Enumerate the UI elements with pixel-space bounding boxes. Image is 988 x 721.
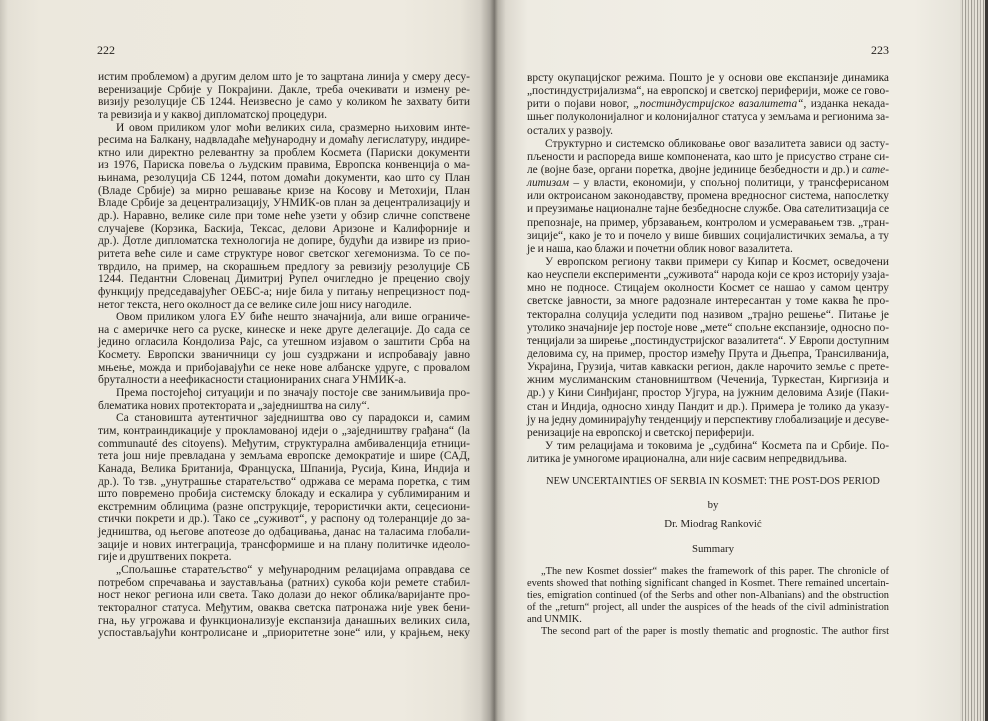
text-line: (Владе Србије) за мирно решавање кризе на Косову и Метохији, План <box>98 184 470 197</box>
text-line: осталих у развоју. <box>527 124 613 137</box>
text-run: рити о појави новог, <box>527 98 634 111</box>
text-line: потребом спречавања и заустављања (ратних) сукоба који ремете стабил- <box>98 576 470 589</box>
text-line: екстремним облицима (разне опструкције, терористички акти, сецесиони- <box>98 500 470 513</box>
text-line: мно не подносе. Стицајем околности Космет се нашао у самом центру <box>527 282 889 295</box>
italic-phrase: „постиндустријског вазалитета“ <box>633 98 804 111</box>
summary-by: by <box>707 499 719 511</box>
text-line: Овом приликом улога ЕУ биће нешто значајнија, али више ограниче- <box>116 311 470 324</box>
text-line: Канада, Велика Британија, Француска, Шпанија, Русија, Кина, Индија и <box>98 462 470 475</box>
text-line: је и наша, као блажи и почетни облик новог вазалитета. <box>527 242 793 255</box>
text-line: ју на једну доминирајућу тенденцију и перспективу глобализације и десуве- <box>527 413 889 426</box>
paragraph <box>527 256 889 440</box>
paragraph <box>98 564 470 640</box>
text-line: деловима су, на пример, простор између Прута и Дњепра, Трансилванија, <box>527 347 889 360</box>
text-line: зације и нових интеграција, трансформише и на плану политичке идеоло- <box>98 538 470 551</box>
text-line: „постиндустријализма“, на европској и светској периферији, може се гово- <box>527 85 889 98</box>
summary-heading: Summary <box>692 543 734 555</box>
text-line: успостављајући контролисане и „приоритетне зоне“ или, у крајњем, неку <box>98 627 470 640</box>
paragraph <box>98 412 470 564</box>
text-line: др.). Дотле дипломатска технологија не допире, будући да извире из прио- <box>98 235 470 248</box>
text-line: врсту окупацијског режима. Пошто је у основи ове експанзије динамика <box>527 72 889 84</box>
text-line <box>527 164 889 177</box>
text-line: нетог текста, него околност да се велике силе још нису нагодиле. <box>98 298 412 311</box>
paragraph <box>527 440 889 466</box>
text-run: ле (војне базе, органи поретка, двојне јединице безбедности и др.) и <box>527 163 862 176</box>
text-line <box>527 98 889 111</box>
text-line: др.). Наравно, велике силе при томе неће узети у обзир сличне сопствене <box>98 210 470 223</box>
page-number-right: 223 <box>871 43 889 57</box>
left-page-body-text <box>98 71 470 640</box>
text-line: зиције“, како је то и почело у више бивших социјалистичких земаља, а ту <box>527 229 889 242</box>
italic-phrase: литизам <box>527 177 569 190</box>
text-line: светске јавности, за многе радознале интересантан у томе каква ће про- <box>527 295 889 308</box>
text-line: визију резолуције СБ 1244. Неизвесно је само у коликом ће захвату бити <box>98 96 470 109</box>
text-line: на с америчке него са руске, кинеске и неке друге делегације. До сада се <box>98 323 470 336</box>
text-run: – у власти, економији, у спољној политици, у трансферисаном <box>569 177 889 190</box>
text-line: тенцијали за ширење „постиндустријског вазалитета“. У Европи доступним <box>527 334 889 347</box>
text-line: мњење, можда и прибојавајући се неке нове албанске удруге, с провалом <box>98 361 470 374</box>
text-line: „The new Kosmet dossier“ makes the framework of this paper. The chronicle of <box>541 566 889 577</box>
text-line: утолико значајније јер постоје нове „мете“ спољне експанзије, односно по- <box>527 321 889 334</box>
text-line: of the „return“ project, all under the auspices of the heads of the civil administration <box>527 602 889 613</box>
text-line: „Спољашње старатељство“ у међународним релацијама оправдава се <box>116 563 470 576</box>
text-line: блематика нових протектората и „заједништва на силу“. <box>98 399 370 412</box>
text-line: функцију председавајућег ОЕБС-а; није била у питању непрецизност под- <box>98 285 470 298</box>
text-line: литика је умногоме ирационална, али није сасвим непредвидљива. <box>527 453 848 466</box>
text-line: једино огласила Кондолиза Рајс, са утешном изјавом о заштити Срба на <box>98 336 470 349</box>
text-line: и преузимање националне тајне безбедносне службе. Ова сателитизација се <box>527 203 889 216</box>
text-line: њинама, резолуција СБ 1244, потом домаћи документи, као што су План <box>98 172 470 185</box>
text-line: events showed that nothing significant changed in Kosmet. There remained uncertain- <box>527 578 889 589</box>
text-line: тврдило, на пример, на скорашњем предлогу за ревизију резолуције СБ <box>98 260 470 273</box>
author-name: Dr. Miodrag Ranković <box>664 518 762 530</box>
text-line: текторалног статуса. Међутим, оваква светска патронажа није увек бени- <box>98 601 470 614</box>
text-line <box>527 177 889 190</box>
paragraph <box>98 387 470 412</box>
summary-body-text <box>527 566 889 638</box>
text-line: Према постојећој ситуацији и по значају постоје све занимљивија про- <box>116 387 470 400</box>
text-line: ност неког региона или света. Тако долази до неког облика/варијанте про- <box>98 589 470 602</box>
paragraph <box>527 566 889 626</box>
text-line: 1244. Педантни Словенац Димитриј Рупел очигледно је преценио своју <box>98 273 470 286</box>
text-line: The second part of the paper is mostly thematic and prognostic. The author first <box>541 626 889 637</box>
text-line: из 1976, Париска повеља о људским правима, Европска конвенција о ма- <box>98 159 470 172</box>
text-line: У европском региону такви примери су Кипар и Космет, осведочени <box>545 255 889 268</box>
text-line: или октроисаном законодавству, промена вредносног система, напослетку <box>527 190 889 203</box>
page-number-left: 222 <box>97 43 115 57</box>
paragraph <box>527 626 889 638</box>
right-page-body-text <box>527 72 889 466</box>
text-line: што повремено пробија системску блокаду и ескалира у сублимираним и <box>98 488 470 501</box>
text-line: communauté des citoyens). Међутим, структурална амбиваленција етници- <box>98 437 470 450</box>
paragraph <box>527 138 889 256</box>
text-line: као неуспели експерименти „суживота“ народа који се кроз историју узаја- <box>527 269 889 282</box>
text-line: ресима на Балкану, надвладаће међународну и домаћу легислатуру, индире- <box>98 134 470 147</box>
text-line: гије и друштвених покрета. <box>98 551 232 564</box>
text-line: препознаје, на пример, убрзавањем, контролом и усмеравањем тзв. „тран- <box>527 216 889 229</box>
text-line: др.) у Кини Синђијанг, простор Ујгура, на јужним деловима Азије (Паки- <box>527 387 889 400</box>
text-line: ренизације на европској и светској периферији. <box>527 426 755 439</box>
text-line: У тим релацијама и токовима је „судбина“ Космета па и Србије. По- <box>545 439 889 452</box>
text-run: , изданка некада- <box>803 98 889 111</box>
text-line: једништва, од његове апотеозе до одбацивања, данас на таласима глобали- <box>98 526 470 539</box>
text-line: стан и Индија, односно хинду Пандит и др.). Примера је толико да указу- <box>527 400 889 413</box>
text-line: И овом приликом улог моћи великих сила, сразмерно њиховим инте- <box>116 121 470 134</box>
text-line: случајеве (Корзика, Баскија, Тексас, делови Аризоне и Калифорније и <box>98 222 470 235</box>
text-line: Украјина, Грузија, читав кавкаски регион, дакле нарочито земље с прете- <box>527 361 889 374</box>
text-line: Са становишта аутентичног заједништва ово су парадокси и, самим <box>116 412 470 425</box>
paragraph <box>98 311 470 387</box>
text-line: ктно или директно релевантну за проблем Космета (Париски документи <box>98 146 470 159</box>
text-line: бруталности а неефикасности стационираних снага УНМИК-а. <box>98 374 407 387</box>
text-line: and UNMIK. <box>527 614 582 625</box>
text-line: веренизације Србије у Покрајини. Дакле, треба очекивати и измену ре- <box>98 83 470 96</box>
text-line: Структурно и системско обликовање овог вазалитета зависи од засту- <box>545 137 889 150</box>
text-line: Владе Србије за децентрализацију, УНМИК-ов план за децентрализацију и <box>98 197 470 210</box>
italic-phrase: сате- <box>861 163 889 176</box>
text-line: тета још није превладана у земљама европске демократије и шире (САД, <box>98 450 470 463</box>
book-page-edges <box>960 0 988 721</box>
text-line: текторална солуција уследити под називом „трајно решење“. Питање је <box>527 308 889 321</box>
text-line: истим проблемом) а другим делом што је то зацртана линија у смеру десу- <box>98 71 470 83</box>
text-line: гна, њу угрожава и функционализује експанзија данашњих великих сила, <box>98 614 470 627</box>
text-line: та ревизија и у каквој дипломатској процедури. <box>98 108 328 121</box>
text-line: Космету. Европски званичници су још суздржани и испробавају јавно <box>98 349 470 362</box>
text-line: стички покрети и др.). Тако се „суживот“, у распону од толеранције до за- <box>98 513 470 526</box>
text-line: ties, emigration continued (of the Serbs and other non-Albanians) and the obstruction <box>527 590 889 601</box>
text-line: др.). То тзв. „унутрашње старатељство“ одржава се мерама поретка, с тим <box>98 475 470 488</box>
text-line: тим, контраиндикације у прокламованој идеји о „заједништву грађана“ (la <box>98 424 470 437</box>
paragraph <box>98 71 470 122</box>
summary-title: NEW UNCERTAINTIES OF SERBIA IN KOSMET: THE POST-DOS PERIOD <box>546 476 880 487</box>
text-line: ритета веће силе и саме структуре новог светског хегемонизма. То се по- <box>98 247 470 260</box>
paragraph <box>527 72 889 138</box>
text-line: шњег полуколонијалног и колонијалног статуса у земљама и регионима за- <box>527 111 889 124</box>
text-line: жним муслиманским становништвом (Чеченија, Туркестан, Киргизија и <box>527 374 889 387</box>
text-line: пљености и распореда више компонената, као што је присуство стране си- <box>527 150 889 163</box>
paragraph <box>98 122 470 312</box>
